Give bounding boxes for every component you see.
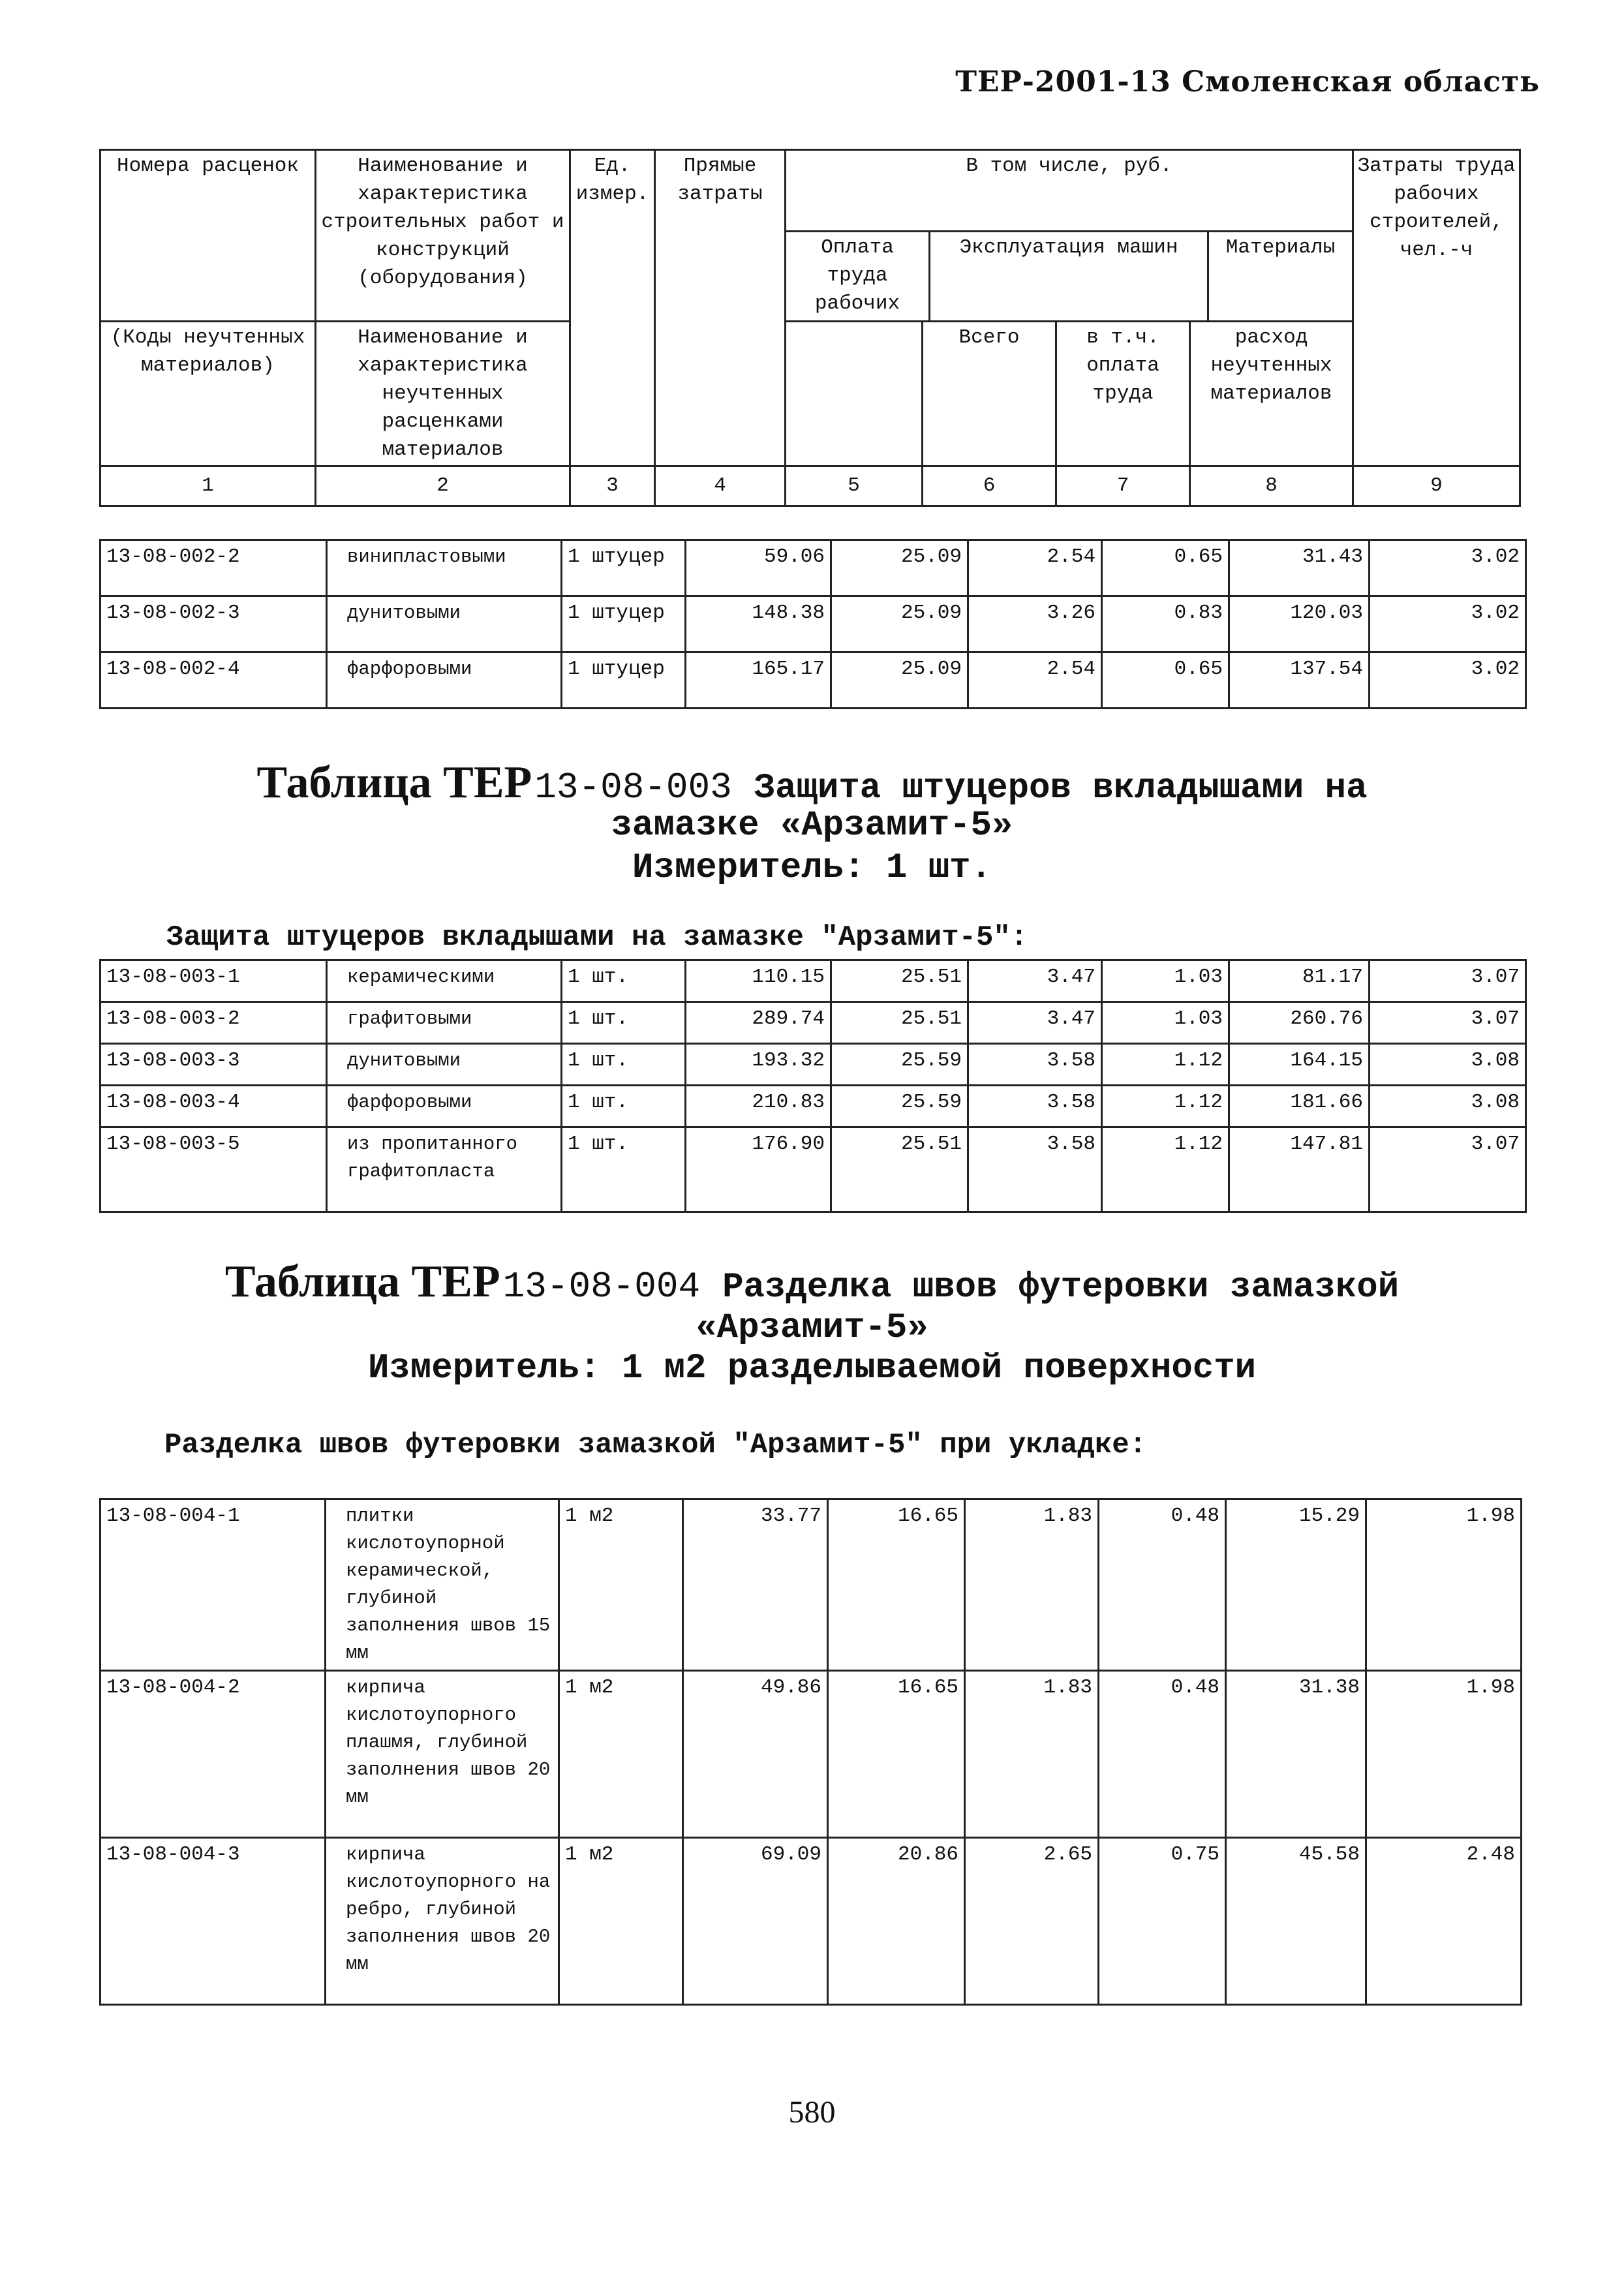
direct-costs-cell: 289.74 [686,1002,831,1044]
rate-code: 13-08-004-2 [100,1671,326,1838]
table-row [100,540,1526,596]
machines-pay-cell: 0.83 [1102,596,1229,652]
table-004-body [100,1499,1522,2005]
header-unaccounted-names: Наименование и характеристика неучтенных расценками материалов [316,322,570,466]
machines-pay-cell: 1.03 [1102,960,1229,1002]
direct-costs-cell: 165.17 [686,652,831,709]
machines-pay-cell: 1.12 [1102,1127,1229,1212]
header-machine-operation: Эксплуатация машин [930,232,1209,320]
table-004-caption: Разделка швов футеровки замазкой "Арзамит-5" при укладке: [164,1429,1147,1461]
column-number: 9 [1353,466,1520,506]
machines-total-cell: 3.47 [968,960,1102,1002]
table-003-body [100,960,1526,1212]
labor-cell: 3.08 [1370,1086,1526,1127]
direct-costs-cell: 49.86 [683,1671,828,1838]
workers-pay-cell: 20.86 [828,1838,965,2005]
unit-cell: 1 м2 [559,1671,683,1838]
header-including [786,150,1353,322]
direct-costs-cell: 193.32 [686,1044,831,1086]
machines-pay-cell: 0.65 [1102,540,1229,596]
header-labor-costs: Затраты труда рабочих строителей, чел.-ч [1353,150,1520,466]
table-003-title [0,757,1624,809]
workers-pay-cell: 25.09 [831,652,968,709]
table-003-code: 13-08-003 [534,767,732,808]
direct-costs-cell: 33.77 [683,1499,828,1671]
rate-code: 13-08-004-1 [100,1499,326,1671]
table-row [100,1086,1526,1127]
work-name: графитовыми [327,1002,562,1044]
table-004-name-line2: «Арзамит-5» [696,1308,928,1348]
unit-cell: 1 штуцер [562,596,686,652]
table-004-name-line1: Разделка швов футеровки замазкой [722,1268,1400,1307]
header-including-label: В том числе, руб. [786,151,1352,232]
rates-table-004 [99,1498,1522,2006]
rates-table-003 [99,959,1527,1213]
unit-cell: 1 шт. [562,1127,686,1212]
work-name: керамическими [327,960,562,1002]
work-name: фарфоровыми [327,652,562,709]
labor-cell: 3.07 [1370,1002,1526,1044]
work-name: дунитовыми [327,596,562,652]
header-incl-pay: в т.ч. оплата труда [1056,322,1190,466]
workers-pay-cell: 25.09 [831,540,968,596]
machines-total-cell: 2.65 [965,1838,1099,2005]
table-003-measure: Измеритель: 1 шт. [632,848,992,888]
materials-cell: 181.66 [1229,1086,1370,1127]
table-002-body [100,540,1526,709]
workers-pay-cell: 25.59 [831,1086,968,1127]
workers-pay-cell: 16.65 [828,1671,965,1838]
machines-total-cell: 3.47 [968,1002,1102,1044]
table-004-prefix: Таблица ТЕР [224,1257,500,1307]
direct-costs-cell: 176.90 [686,1127,831,1212]
materials-cell: 260.76 [1229,1002,1370,1044]
unit-cell: 1 шт. [562,1044,686,1086]
column-number: 2 [316,466,570,506]
rate-code: 13-08-004-3 [100,1838,326,2005]
machines-pay-cell: 1.03 [1102,1002,1229,1044]
unit-cell: 1 шт. [562,1002,686,1044]
work-name: фарфоровыми [327,1086,562,1127]
column-number: 1 [100,466,316,506]
table-004-code: 13-08-004 [502,1266,701,1307]
rate-code: 13-08-002-2 [100,540,327,596]
work-name: кирпича кислотоупорного на ребро, глубиной заполнения швов 20 мм [326,1838,559,2005]
header-including-subcols [786,232,1352,320]
materials-cell: 120.03 [1229,596,1370,652]
labor-cell: 1.98 [1366,1499,1522,1671]
materials-cell: 137.54 [1229,652,1370,709]
column-number: 7 [1056,466,1190,506]
table-003-prefix: Таблица ТЕР [256,757,532,808]
work-name: кирпича кислотоупорного плашмя, глубиной заполнения швов 20 мм [326,1671,559,1838]
direct-costs-cell: 148.38 [686,596,831,652]
work-name: плитки кислотоупорной керамической, глубиной заполнения швов 15 мм [326,1499,559,1671]
machines-total-cell: 3.58 [968,1044,1102,1086]
column-number: 5 [786,466,923,506]
workers-pay-cell: 25.51 [831,1002,968,1044]
machines-total-cell: 2.54 [968,540,1102,596]
workers-pay-cell: 25.59 [831,1044,968,1086]
unit-cell: 1 штуцер [562,540,686,596]
labor-cell: 2.48 [1366,1838,1522,2005]
table-row [100,596,1526,652]
rate-code: 13-08-003-1 [100,960,327,1002]
running-header: ТЕР-2001-13 Смоленская область [955,65,1540,99]
machines-pay-cell: 0.65 [1102,652,1229,709]
materials-cell: 81.17 [1229,960,1370,1002]
workers-pay-cell: 25.09 [831,596,968,652]
header-total: Всего [923,322,1056,466]
materials-cell: 45.58 [1226,1838,1366,2005]
labor-cell: 3.02 [1370,652,1526,709]
unit-cell: 1 шт. [562,1086,686,1127]
column-header-table [99,149,1521,507]
machines-pay-cell: 0.48 [1099,1499,1226,1671]
table-003-name-line1: Защита штуцеров вкладышами на [754,769,1368,808]
table-row [100,652,1526,709]
rates-table-002 [99,539,1527,709]
labor-cell: 3.02 [1370,540,1526,596]
rate-code: 13-08-002-3 [100,596,327,652]
workers-pay-cell: 25.51 [831,1127,968,1212]
table-row [100,1671,1522,1838]
column-number: 8 [1190,466,1353,506]
table-row [100,1499,1522,1671]
direct-costs-cell: 69.09 [683,1838,828,2005]
table-row [100,960,1526,1002]
header-workers-pay: Оплата труда рабочих [786,232,930,320]
machines-total-cell: 1.83 [965,1499,1099,1671]
unit-cell: 1 шт. [562,960,686,1002]
unit-cell: 1 м2 [559,1838,683,2005]
machines-pay-cell: 0.48 [1099,1671,1226,1838]
table-row [100,1127,1526,1212]
table-row [100,1044,1526,1086]
labor-cell: 3.07 [1370,960,1526,1002]
header-unaccounted-consumption: расход неучтенных материалов [1190,322,1353,466]
rate-code: 13-08-002-4 [100,652,327,709]
table-003-name-line2: замазке «Арзамит-5» [611,806,1013,846]
rate-code: 13-08-003-3 [100,1044,327,1086]
machines-pay-cell: 1.12 [1102,1086,1229,1127]
table-004-title [0,1256,1624,1308]
column-number: 3 [570,466,655,506]
work-name: винипластовыми [327,540,562,596]
workers-pay-cell: 25.51 [831,960,968,1002]
machines-pay-cell: 1.12 [1102,1044,1229,1086]
machines-total-cell: 1.83 [965,1671,1099,1838]
materials-cell: 31.38 [1226,1671,1366,1838]
unit-cell: 1 штуцер [562,652,686,709]
rate-code: 13-08-003-4 [100,1086,327,1127]
materials-cell: 164.15 [1229,1044,1370,1086]
header-unit: Ед. измер. [570,150,655,466]
materials-cell: 147.81 [1229,1127,1370,1212]
direct-costs-cell: 110.15 [686,960,831,1002]
workers-pay-cell: 16.65 [828,1499,965,1671]
table-row [100,1002,1526,1044]
labor-cell: 1.98 [1366,1671,1522,1838]
work-name: дунитовыми [327,1044,562,1086]
direct-costs-cell: 59.06 [686,540,831,596]
rate-code: 13-08-003-2 [100,1002,327,1044]
table-003-caption: Защита штуцеров вкладышами на замазке "Арзамит-5": [166,921,1028,954]
labor-cell: 3.07 [1370,1127,1526,1212]
column-number: 6 [923,466,1056,506]
header-blank-pay [786,322,923,466]
labor-cell: 3.02 [1370,596,1526,652]
header-direct-costs: Прямые затраты [655,150,786,466]
machines-total-cell: 3.58 [968,1127,1102,1212]
unit-cell: 1 м2 [559,1499,683,1671]
table-row [100,1838,1522,2005]
machines-total-cell: 3.58 [968,1086,1102,1127]
column-number: 4 [655,466,786,506]
work-name: из пропитанного графитопласта [327,1127,562,1212]
machines-pay-cell: 0.75 [1099,1838,1226,2005]
table-004-measure: Измеритель: 1 м2 разделываемой поверхности [367,1349,1257,1388]
header-unaccounted-codes: (Коды неучтенных материалов) [100,322,316,466]
machines-total-cell: 2.54 [968,652,1102,709]
page-number: 580 [788,2095,836,2130]
labor-cell: 3.08 [1370,1044,1526,1086]
materials-cell: 31.43 [1229,540,1370,596]
direct-costs-cell: 210.83 [686,1086,831,1127]
rate-code: 13-08-003-5 [100,1127,327,1212]
header-materials: Материалы [1225,236,1336,259]
header-rate-numbers: Номера расценок [100,150,316,322]
machines-total-cell: 3.26 [968,596,1102,652]
header-name-characteristics: Наименование и характеристика строительных работ и конструкций (оборудования) [316,150,570,322]
materials-cell: 15.29 [1226,1499,1366,1671]
